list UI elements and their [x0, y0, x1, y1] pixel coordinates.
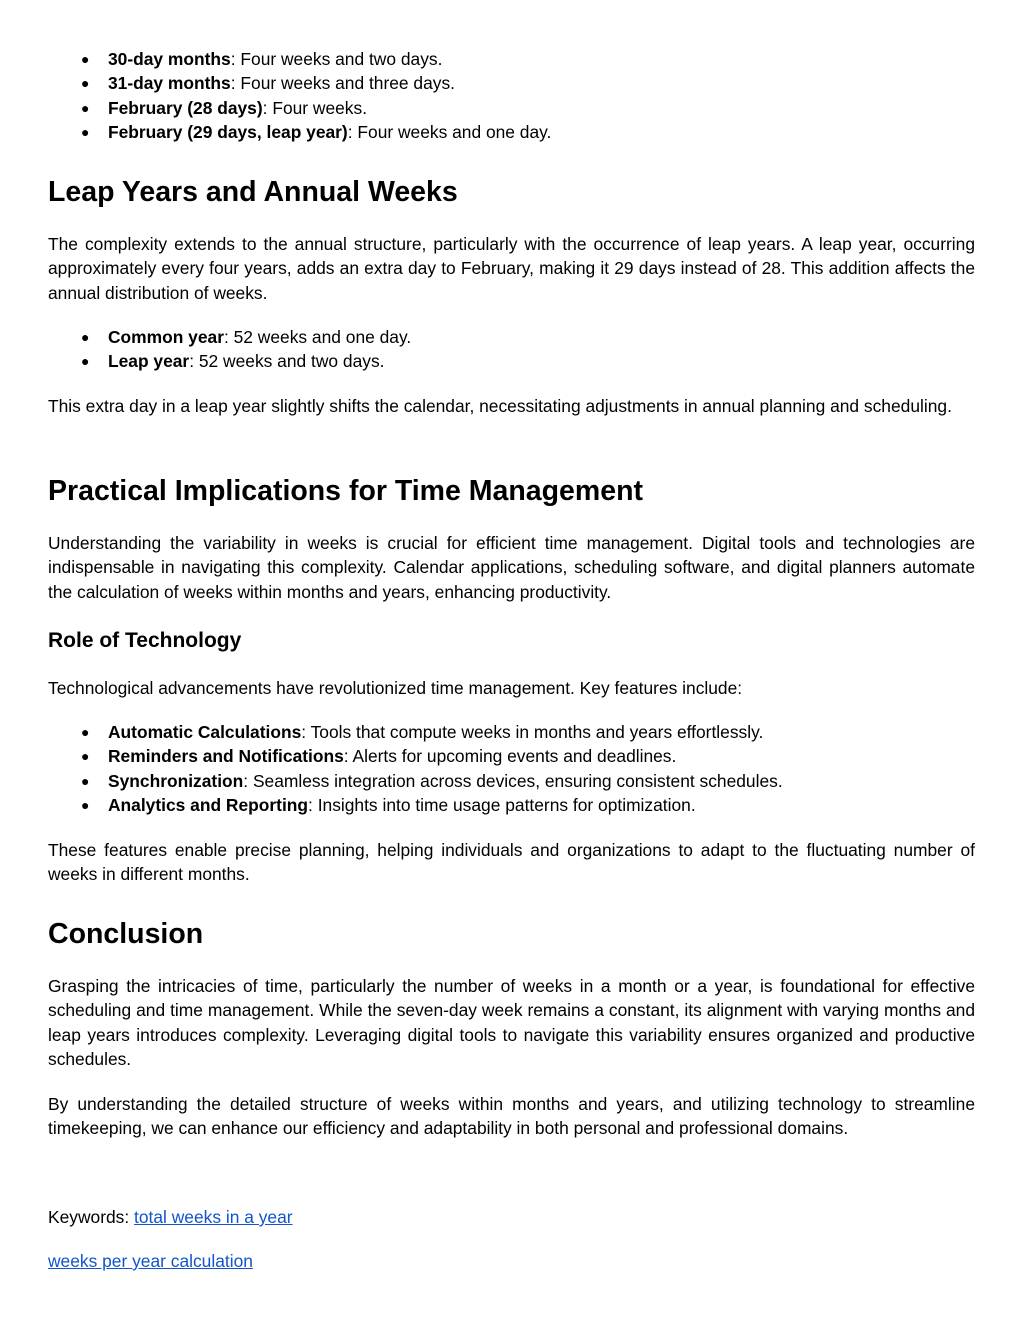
list-item-text: : Four weeks and two days.: [230, 49, 443, 69]
list-item-term: February (29 days, leap year): [108, 122, 348, 143]
conclusion-paragraph-1: Grasping the intricacies of time, particularly the number of weeks in a month or a year, is foundational for effective scheduling and time management. While the seven-day week remains a constant, its alignment with varying months and leap years introduces complexity. Leveraging digital tools to navigate this variability ensures organized and productive schedules.: [48, 976, 975, 1070]
list-item-text: : Tools that compute weeks in months and years effortlessly.: [301, 722, 764, 742]
bullet-icon: ●: [81, 124, 90, 141]
bullet-icon: ●: [81, 772, 90, 789]
bullet-icon: ●: [81, 329, 90, 345]
keyword-link-weeks-per-year[interactable]: weeks per year calculation: [48, 1251, 253, 1271]
list-item-term: Analytics and Reporting: [108, 795, 309, 816]
keyword-link-total-weeks[interactable]: total weeks in a year: [134, 1207, 293, 1227]
features-summary-paragraph: These features enable precise planning, helping individuals and organizations to adapt to the fluctuating number of weeks in different months.: [48, 840, 975, 885]
leap-year-shift-paragraph: This extra day in a leap year slightly shifts the calendar, necessitating adjustments in annual planning and scheduling.: [48, 396, 952, 416]
bullet-icon: ●: [81, 724, 90, 740]
technology-intro-paragraph: Technological advancements have revolutionized time management. Key features include:: [48, 678, 743, 698]
bullet-icon: ●: [81, 748, 90, 765]
conclusion-paragraph-2: By understanding the detailed structure of weeks within months and years, and utilizing technology to streamline timekeeping, we can enhance our efficiency and adaptability in both personal and professional domains.: [48, 1094, 975, 1139]
list-item: [48, 96, 975, 120]
list-item-term: Reminders and Notifications: [108, 746, 344, 767]
list-item: [48, 793, 975, 817]
practical-paragraph: Understanding the variability in weeks is crucial for efficient time management. Digital tools and technologies are indispensable in navigating this complexity. Calendar applications, scheduling software, and digital planners automate the calculation of weeks within months and years, enhancing productivity.: [48, 533, 975, 602]
list-item-term: Leap year: [108, 351, 190, 372]
list-item-term: 30-day months: [108, 49, 231, 69]
list-item-text: : Alerts for upcoming events and deadlines.: [343, 746, 677, 767]
keywords-line-2: [48, 1249, 975, 1273]
section-heading-leap-years: Leap Years and Annual Weeks: [48, 176, 458, 208]
bullet-icon: ●: [81, 75, 90, 92]
bullet-icon: ●: [81, 51, 90, 67]
list-item: [48, 325, 975, 349]
technology-features-list: [48, 720, 975, 818]
bullet-icon: ●: [81, 797, 90, 814]
section-heading-practical-implications: Practical Implications for Time Management: [48, 475, 643, 507]
list-item: [48, 349, 975, 373]
list-item: [48, 120, 975, 144]
list-item-text: : 52 weeks and one day.: [223, 327, 412, 347]
bullet-icon: ●: [81, 353, 90, 370]
list-item-text: : Four weeks and three days.: [230, 73, 455, 94]
bullet-icon: ●: [81, 99, 90, 116]
list-item-term: Common year: [108, 327, 224, 347]
list-item-term: February (28 days): [108, 97, 263, 118]
month-weeks-list: [48, 47, 975, 145]
list-item-term: Synchronization: [108, 770, 244, 791]
keywords-line: [48, 1205, 975, 1229]
list-item-term: Automatic Calculations: [108, 722, 302, 742]
list-item-text: : 52 weeks and two days.: [189, 351, 385, 372]
list-item-text: : Insights into time usage patterns for optimization.: [308, 795, 696, 816]
list-item-text: : Four weeks and one day.: [347, 122, 552, 143]
list-item-term: 31-day months: [108, 73, 231, 94]
list-item: [48, 71, 975, 95]
section-heading-conclusion: Conclusion: [48, 918, 204, 950]
subheading-role-of-technology: Role of Technology: [48, 629, 242, 652]
list-item: [48, 744, 975, 768]
year-weeks-list: [48, 325, 975, 374]
list-item: [48, 769, 975, 793]
leap-years-paragraph: The complexity extends to the annual structure, particularly with the occurrence of leap years. A leap year, occurring approximately every four years, adds an extra day to February, making it 29 days instead of 28. This addition affects the annual distribution of weeks.: [48, 234, 975, 303]
list-item-text: : Four weeks.: [262, 97, 368, 118]
list-item-text: : Seamless integration across devices, ensuring consistent schedules.: [243, 770, 783, 791]
keywords-label: Keywords:: [48, 1207, 135, 1227]
list-item: [48, 47, 975, 71]
list-item: [48, 720, 975, 744]
